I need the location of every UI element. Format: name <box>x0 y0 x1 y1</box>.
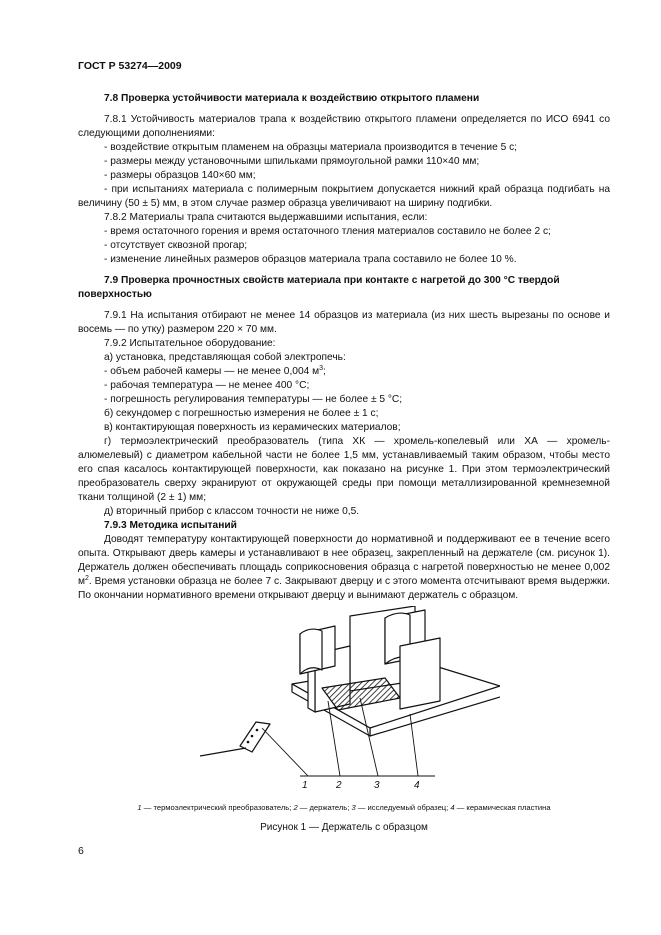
method-paragraph: Доводят температуру контактирующей поверхности до нормативной и поддерживают ее в течение всего опыта. Открывают дверь камеры и устанавливают в нее образец, закрепленный на держателе (см. рисунок 1). Держатель должен обеспечивать площадь соприкосновения образца с нагретой поверхностью не менее 0,002 $м^2$. Время установки образца не более 7 с. Закрывают дверцу и с этого момента отсчитывают время выдержки. По окончании нормативного времени открывают дверцу и вынимают держатель с образцом. <box>78 534 610 601</box>
list-item: - при испытаниях материала с полимерным покрытием допускается нижний край образца подгибать на величину (50 ± 5) мм, в этом случае размер образца увеличивают на ширину подгибки. <box>78 184 610 209</box>
list-item: б) секундомер с погрешностью измерения не более ± 1 с; <box>104 408 379 419</box>
list-item: а) установка, представляющая собой электропечь: <box>104 352 346 363</box>
clamp-left-roll <box>300 629 322 674</box>
holder-right-post <box>400 638 440 709</box>
clause-7-8-2: 7.8.2 Материалы трапа считаются выдержавшими испытания, если: <box>104 212 428 223</box>
section-7-9-heading: 7.9 Проверка прочностных свойств материала при контакте с нагретой до 300 °С твердой поверхностью <box>78 275 560 300</box>
list-item: - время остаточного горения и время остаточного тления материалов составило не более 2 с; <box>104 226 551 237</box>
thermocouple-dot <box>256 729 259 732</box>
figure-label-3: 3 <box>374 780 380 791</box>
figure-label-1: 1 <box>302 780 308 791</box>
list-item: - объем рабочей камеры — не менее 0,004 $м^3$; <box>104 365 326 377</box>
thermocouple-wire <box>200 748 246 756</box>
clause-7-9-3-heading: 7.9.3 Методика испытаний <box>104 520 237 531</box>
clause-7-9-1: 7.9.1 На испытания отбирают не менее 14 образцов из материала (из них шесть вырезаны по основе и восемь — по утку) размером 220 × 70 мм. <box>78 310 610 335</box>
list-item: - погрешность регулирования температуры — не более ± 5 °С; <box>104 394 403 405</box>
figure-1-holder-drawing <box>200 606 500 796</box>
document-body <box>78 92 610 603</box>
figure-caption: Рисунок 1 — Держатель с образцом <box>260 822 428 833</box>
section-7-8-heading: 7.8 Проверка устойчивости материала к воздействию открытого пламени <box>104 93 480 104</box>
page-number: 6 <box>78 845 84 857</box>
thermocouple-dot <box>247 741 250 744</box>
list-item: в) контактирующая поверхность из керамических материалов; <box>104 422 401 433</box>
list-item: г) термоэлектрический преобразователь (типа ХК — хромель-копелевый или ХА — хромель-алюмелевый) с диаметром кабельной части не более 1,5 мм, устанавливаемый таким образом, чтобы место его спая касалось контактирующей поверхности, как показано на рисунке 1. При этом термоэлектрический преобразователь сверху экранируют от окружающей среды при помощи металлизированной кремнеземной ткани толщиной (2 ± 1) мм; <box>78 436 610 503</box>
list-item: - размеры образцов 140×60 мм; <box>104 170 256 181</box>
list-item: д) вторичный прибор с классом точности не ниже 0,5. <box>104 506 360 517</box>
thermocouple <box>240 722 270 752</box>
list-item: - рабочая температура — не менее 400 °С; <box>104 380 310 391</box>
figure-legend: 1 — термоэлектрический преобразователь; 2 — держатель; 3 — исследуемый образец; 4 — керамическая пластина <box>137 803 551 812</box>
figure-label-4: 4 <box>414 780 420 791</box>
list-item: - отсутствует сквозной прогар; <box>104 240 248 251</box>
figure-label-2: 2 <box>336 780 342 791</box>
clause-7-8-1: 7.8.1 Устойчивость материалов трапа к воздействию открытого пламени определяется по ИСО 6941 со следующими дополнениями: <box>78 114 610 139</box>
list-item: - размеры между установочными шпильками прямоугольной рамки 110×40 мм; <box>104 156 480 167</box>
document-header: ГОСТ Р 53274—2009 <box>78 60 182 72</box>
thermocouple-dot <box>251 735 254 738</box>
list-item: - воздействие открытым пламенем на образцы материала производится в течение 5 с; <box>104 142 518 153</box>
clause-7-9-2: 7.9.2 Испытательное оборудование: <box>104 338 276 349</box>
list-item: - изменение линейных размеров образцов материала трапа составило не более 10 %. <box>104 254 517 265</box>
